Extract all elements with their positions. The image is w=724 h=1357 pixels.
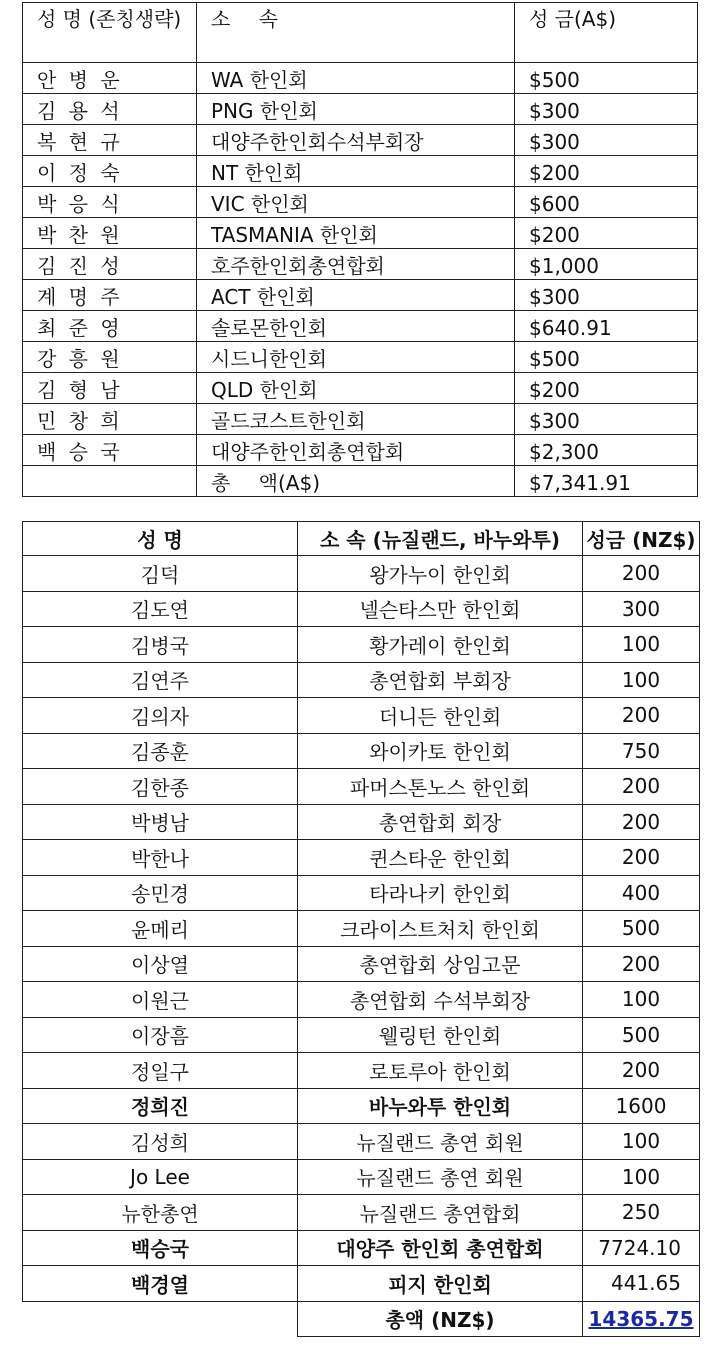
- table-row: [23, 1017, 700, 1053]
- donation-amount: 500: [583, 911, 700, 947]
- donation-amount: 300: [583, 591, 700, 627]
- table-row: [23, 404, 698, 435]
- table-row: [23, 280, 698, 311]
- donation-amount: 100: [583, 982, 700, 1018]
- donor-affiliation: 로토루아 한인회: [298, 1053, 583, 1089]
- donor-name: 백승국: [23, 1230, 298, 1266]
- donor-affiliation: 바누와투 한인회: [298, 1088, 583, 1124]
- donor-name: 최 준 영: [23, 311, 197, 342]
- table-row: [23, 1159, 700, 1195]
- table-row: [23, 63, 698, 94]
- donor-affiliation: 타라나키 한인회: [298, 875, 583, 911]
- donor-name: Jo Lee: [23, 1159, 298, 1195]
- donor-affiliation: 와이카토 한인회: [298, 733, 583, 769]
- donor-affiliation: 더니든 한인회: [298, 698, 583, 734]
- table-header-row: [23, 522, 700, 556]
- donor-affiliation: 대양주 한인회 총연합회: [298, 1230, 583, 1266]
- total-empty-cell: [23, 1301, 298, 1337]
- total-label: 총액 (NZ$): [298, 1301, 583, 1337]
- donor-affiliation: 대양주한인회수석부회장: [197, 125, 515, 156]
- donor-name: 민 창 희: [23, 404, 197, 435]
- donation-amount: 400: [583, 875, 700, 911]
- donor-affiliation: 왕가누이 한인회: [298, 556, 583, 592]
- donation-amount: 200: [583, 840, 700, 876]
- total-row: [23, 1301, 700, 1337]
- donor-name: 계 명 주: [23, 280, 197, 311]
- donation-amount: 100: [583, 662, 700, 698]
- donor-name: 김종훈: [23, 733, 298, 769]
- donor-affiliation: VIC 한인회: [197, 187, 515, 218]
- header-name: 성 명: [23, 522, 298, 556]
- donation-amount: $300: [515, 94, 698, 125]
- donation-amount: $640.91: [515, 311, 698, 342]
- table-row: [23, 1053, 700, 1089]
- donor-affiliation: 뉴질랜드 총연 회원: [298, 1159, 583, 1195]
- donation-amount: $600: [515, 187, 698, 218]
- donor-name: 김도연: [23, 591, 298, 627]
- donor-affiliation: NT 한인회: [197, 156, 515, 187]
- donor-affiliation: 넬슨타스만 한인회: [298, 591, 583, 627]
- donor-affiliation: 호주한인회총연합회: [197, 249, 515, 280]
- table-row: [23, 94, 698, 125]
- donor-name: 박 찬 원: [23, 218, 197, 249]
- donor-affiliation: 총연합회 수석부회장: [298, 982, 583, 1018]
- donor-affiliation: 크라이스트처치 한인회: [298, 911, 583, 947]
- total-empty-cell: [23, 466, 197, 497]
- donor-affiliation: 대양주한인회총연합회: [197, 435, 515, 466]
- donor-name: 정희진: [23, 1088, 298, 1124]
- donation-amount: 750: [583, 733, 700, 769]
- donor-affiliation: PNG 한인회: [197, 94, 515, 125]
- table-header-row: [23, 3, 698, 63]
- header-amount: 성 금(A$): [515, 3, 698, 63]
- donor-name: 김 형 남: [23, 373, 197, 404]
- donor-name: 박한나: [23, 840, 298, 876]
- donation-amount: $1,000: [515, 249, 698, 280]
- donor-name: 박 응 식: [23, 187, 197, 218]
- table-row: [23, 249, 698, 280]
- donor-affiliation: 뉴질랜드 총연 회원: [298, 1124, 583, 1160]
- donation-amount: $300: [515, 280, 698, 311]
- total-row: [23, 466, 698, 497]
- donor-name: 박병남: [23, 804, 298, 840]
- header-amount: 성금 (NZ$): [583, 522, 700, 556]
- donation-amount: 200: [583, 1053, 700, 1089]
- donor-name: 김 용 석: [23, 94, 197, 125]
- header-name: 성 명 (존칭생략): [23, 3, 197, 63]
- donor-affiliation: ACT 한인회: [197, 280, 515, 311]
- table-row: [23, 125, 698, 156]
- donor-affiliation: 파머스톤노스 한인회: [298, 769, 583, 805]
- donation-amount: $500: [515, 342, 698, 373]
- table-row: [23, 875, 700, 911]
- donation-amount: 100: [583, 1124, 700, 1160]
- donor-affiliation: 황가레이 한인회: [298, 627, 583, 663]
- donation-amount: $500: [515, 63, 698, 94]
- total-value: $7,341.91: [515, 466, 698, 497]
- table-row: [23, 982, 700, 1018]
- table-row: [23, 1088, 700, 1124]
- donor-name: 뉴한총연: [23, 1195, 298, 1231]
- table-row: [23, 662, 700, 698]
- donor-affiliation: 솔로몬한인회: [197, 311, 515, 342]
- donation-amount: 200: [583, 769, 700, 805]
- donation-amount: 100: [583, 1159, 700, 1195]
- table-row: [23, 804, 700, 840]
- donation-amount: $300: [515, 404, 698, 435]
- donation-table-australia: [22, 2, 698, 497]
- donor-name: 김의자: [23, 698, 298, 734]
- total-value-cell: [583, 1301, 700, 1337]
- table-row: [23, 840, 700, 876]
- donation-amount: 200: [583, 804, 700, 840]
- donor-affiliation: TASMANIA 한인회: [197, 218, 515, 249]
- table-row: [23, 1124, 700, 1160]
- table-row: [23, 373, 698, 404]
- table-row: [23, 342, 698, 373]
- donor-name: 김한종: [23, 769, 298, 805]
- donor-name: 김덕: [23, 556, 298, 592]
- table-row: [23, 156, 698, 187]
- table-row: [23, 946, 700, 982]
- donor-affiliation: 시드니한인회: [197, 342, 515, 373]
- donor-affiliation: 피지 한인회: [298, 1266, 583, 1302]
- donor-name: 안 병 운: [23, 63, 197, 94]
- donor-affiliation: 총연합회 상임고문: [298, 946, 583, 982]
- total-label: 총 액(A$): [197, 466, 515, 497]
- donor-name: 이상열: [23, 946, 298, 982]
- donor-affiliation: 웰링턴 한인회: [298, 1017, 583, 1053]
- donor-affiliation: 뉴질랜드 총연합회: [298, 1195, 583, 1231]
- donor-name: 이장흠: [23, 1017, 298, 1053]
- donor-name: 김 진 성: [23, 249, 197, 280]
- table-row: [23, 591, 700, 627]
- donation-amount: 250: [583, 1195, 700, 1231]
- donor-affiliation: QLD 한인회: [197, 373, 515, 404]
- table-row: [23, 698, 700, 734]
- donation-amount: $2,300: [515, 435, 698, 466]
- table-row: [23, 1195, 700, 1231]
- donor-affiliation: 총연합회 부회장: [298, 662, 583, 698]
- donation-amount: 1600: [583, 1088, 700, 1124]
- table-row: [23, 1266, 700, 1302]
- donation-amount: 200: [583, 946, 700, 982]
- donor-affiliation: 골드코스트한인회: [197, 404, 515, 435]
- donation-amount: 500: [583, 1017, 700, 1053]
- donation-amount: $200: [515, 373, 698, 404]
- donor-name: 윤메리: [23, 911, 298, 947]
- donation-amount: $300: [515, 125, 698, 156]
- total-value-link[interactable]: 14365.75: [588, 1306, 694, 1331]
- donor-name: 백경열: [23, 1266, 298, 1302]
- donor-name: 김병국: [23, 627, 298, 663]
- table-row: [23, 627, 700, 663]
- table-row: [23, 1230, 700, 1266]
- donor-name: 강 흥 원: [23, 342, 197, 373]
- donor-name: 김성희: [23, 1124, 298, 1160]
- donor-affiliation: WA 한인회: [197, 63, 515, 94]
- donation-amount: 200: [583, 556, 700, 592]
- donor-name: 복 현 규: [23, 125, 197, 156]
- donor-name: 송민경: [23, 875, 298, 911]
- header-affiliation: 소 속: [197, 3, 515, 63]
- table-row: [23, 218, 698, 249]
- donation-amount: 7724.10: [583, 1230, 700, 1266]
- donation-amount: 200: [583, 698, 700, 734]
- table-row: [23, 435, 698, 466]
- table-row: [23, 733, 700, 769]
- table-row: [23, 556, 700, 592]
- donor-name: 정일구: [23, 1053, 298, 1089]
- table-row: [23, 311, 698, 342]
- donor-name: 이원근: [23, 982, 298, 1018]
- donor-affiliation: 퀸스타운 한인회: [298, 840, 583, 876]
- donation-amount: 100: [583, 627, 700, 663]
- donation-amount: $200: [515, 156, 698, 187]
- table-row: [23, 187, 698, 218]
- donation-table-newzealand: [22, 521, 700, 1337]
- table-row: [23, 911, 700, 947]
- table-row: [23, 769, 700, 805]
- donor-name: 이 정 숙: [23, 156, 197, 187]
- donation-amount: 441.65: [583, 1266, 700, 1302]
- header-affiliation: 소 속 (뉴질랜드, 바누와투): [298, 522, 583, 556]
- donor-name: 백 승 국: [23, 435, 197, 466]
- donor-name: 김연주: [23, 662, 298, 698]
- donation-amount: $200: [515, 218, 698, 249]
- donor-affiliation: 총연합회 회장: [298, 804, 583, 840]
